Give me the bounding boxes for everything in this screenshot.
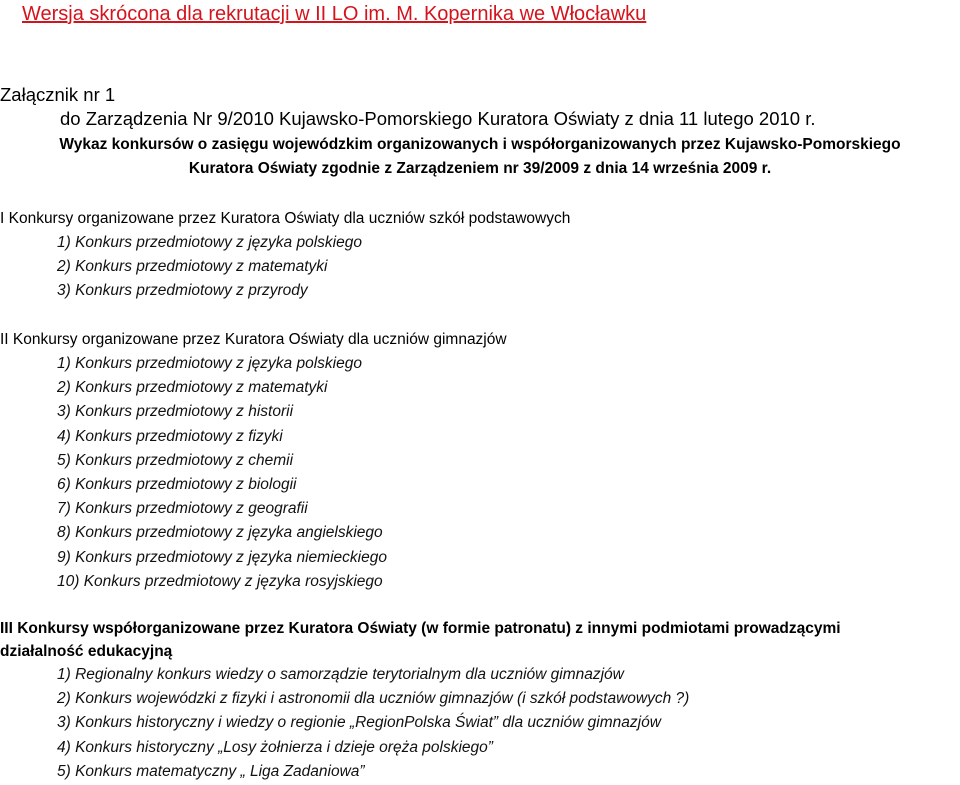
list-item: 10) Konkurs przedmiotowy z języka rosyjskiego — [57, 572, 383, 590]
list-title-line-2: Kuratora Oświaty zgodnie z Zarządzeniem nr 39/2009 z dnia 14 września 2009 r. — [188, 160, 772, 177]
list-item: 9) Konkurs przedmiotowy z języka niemieckiego — [57, 548, 387, 566]
section-primary-schools — [0, 207, 960, 304]
decree-reference: do Zarządzenia Nr 9/2010 Kujawsko-Pomorskiego Kuratora Oświaty z dnia 11 lutego 2010 r. — [60, 108, 816, 129]
contest-list — [0, 352, 960, 594]
list-item: 8) Konkurs przedmiotowy z języka angielskiego — [57, 524, 383, 542]
list-item: 6) Konkurs przedmiotowy z biologii — [57, 476, 297, 494]
section-heading: II Konkursy organizowane przez Kuratora Oświaty dla uczniów gimnazjów — [0, 331, 507, 348]
list-item: 7) Konkurs przedmiotowy z geografii — [57, 500, 308, 518]
list-item: 4) Konkurs przedmiotowy z fizyki — [57, 427, 283, 445]
list-item: 5) Konkurs przedmiotowy z chemii — [57, 451, 294, 469]
list-item: 3) Konkurs historyczny i wiedzy o regionie „RegionPolska Świat” dla uczniów gimnazjów — [57, 714, 661, 732]
section-heading: I Konkursy organizowane przez Kuratora Oświaty dla uczniów szkół podstawowych — [0, 210, 571, 227]
list-item: 2) Konkurs wojewódzki z fizyki i astronomii dla uczniów gimnazjów (i szkół podstawowych ?) — [57, 690, 690, 708]
list-item: 4) Konkurs historyczny „Losy żołnierza i dzieje oręża polskiego” — [57, 738, 493, 756]
list-item: 2) Konkurs przedmiotowy z matematyki — [57, 258, 328, 276]
section-heading-continued: działalność edukacyjną — [0, 643, 173, 660]
list-item: 3) Konkurs przedmiotowy z przyrody — [57, 282, 308, 300]
annex-title: Załącznik nr 1 — [0, 84, 116, 105]
contest-list — [0, 663, 960, 784]
list-item: 5) Konkurs matematyczny „ Liga Zadaniowa” — [57, 762, 365, 780]
section-heading: III Konkursy współorganizowane przez Kuratora Oświaty (w formie patronatu) z innymi podmiotami prowadzącymi — [0, 620, 841, 637]
list-item: 3) Konkurs przedmiotowy z historii — [57, 403, 294, 421]
list-item: 1) Regionalny konkurs wiedzy o samorządzie terytorialnym dla uczniów gimnazjów — [57, 666, 624, 683]
list-item: 1) Konkurs przedmiotowy z języka polskiego — [57, 355, 362, 372]
list-item: 2) Konkurs przedmiotowy z matematyki — [57, 379, 328, 397]
school-recruitment-link[interactable]: Wersja skrócona dla rekrutacji w II LO im. M. Kopernika we Włocławku — [22, 3, 647, 25]
list-item: 1) Konkurs przedmiotowy z języka polskiego — [57, 234, 362, 251]
list-title-line-1: Wykaz konkursów o zasięgu wojewódzkim organizowanych i współorganizowanych przez Kujawsko-Pomorskiego — [59, 136, 901, 153]
contest-list — [0, 231, 960, 304]
section-co-organized — [0, 617, 960, 784]
section-middle-schools — [0, 328, 960, 594]
